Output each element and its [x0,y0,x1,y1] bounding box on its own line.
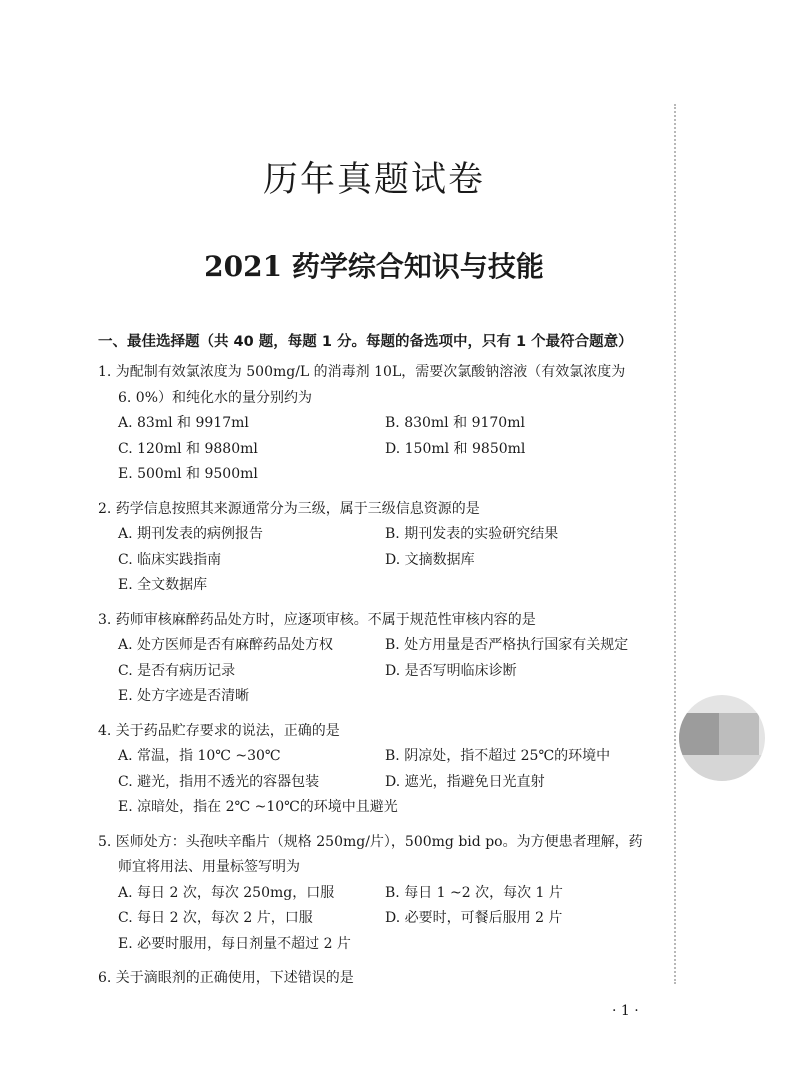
option-b: B. 处方用量是否严格执行国家有关规定 [385,637,629,653]
question-list [98,360,678,1001]
option-b: B. 阴凉处，指不超过 25℃的环境中 [385,748,611,764]
question-stem-continued: 6. 0%）和纯化水的量分别约为 [118,389,313,406]
question-stem: 3. 药师审核麻醉药品处方时，应逐项审核。不属于规范性审核内容的是 [98,611,536,628]
option-d: D. 必要时，可餐后服用 2 片 [385,910,563,926]
option-e: E. 处方字迹是否清晰 [118,688,250,704]
option-b: B. 期刊发表的实验研究结果 [385,526,559,542]
option-e: E. 凉暗处，指在 2℃ ~10℃的环境中且避光 [118,799,398,815]
page-number: · 1 · [612,1003,639,1019]
option-a: A. 处方医师是否有麻醉药品处方权 [118,637,334,653]
document-subtitle: 2021 药学综合知识与技能 [204,250,544,283]
option-d: D. 是否写明临床诊断 [385,662,517,679]
question-stem: 2. 药学信息按照其来源通常分为三级，属于三级信息资源的是 [98,500,480,517]
question-3 [98,608,678,710]
option-d: D. 150ml 和 9850ml [385,440,526,457]
option-list [98,411,678,488]
option-c: C. 每日 2 次，每次 2 片，口服 [118,910,313,926]
option-c: C. 临床实践指南 [118,551,222,568]
option-b: B. 830ml 和 9170ml [385,415,525,431]
question-5 [98,830,678,958]
option-c: C. 120ml 和 9880ml [118,440,258,457]
option-c: C. 避光，指用不透光的容器包装 [118,773,320,790]
option-c: C. 是否有病历记录 [118,662,236,679]
question-6 [98,966,678,992]
option-e: E. 必要时服用，每日剂量不超过 2 片 [118,935,351,952]
option-list [98,881,678,958]
option-a: A. 每日 2 次，每次 250mg，口服 [118,884,335,901]
option-d: D. 文摘数据库 [385,551,475,568]
option-list [98,633,678,710]
blurred-watermark-image [679,695,765,781]
option-d: D. 遮光，指避免日光直射 [385,773,545,790]
option-list [98,522,678,599]
option-list [98,744,678,821]
section-heading: 一、最佳选择题（共 40 题，每题 1 分。每题的备选项中，只有 1 个最符合题意） [98,334,633,350]
option-a: A. 期刊发表的病例报告 [118,526,264,542]
question-2 [98,497,678,599]
option-b: B. 每日 1 ~2 次，每次 1 片 [385,884,563,901]
document-title: 历年真题试卷 [262,160,485,200]
question-1 [98,360,678,488]
question-stem: 4. 关于药品贮存要求的说法，正确的是 [98,722,340,739]
question-stem: 6. 关于滴眼剂的正确使用，下述错误的是 [98,970,354,986]
option-e: E. 500ml 和 9500ml [118,466,258,482]
option-e: E. 全文数据库 [118,577,208,593]
option-a: A. 常温，指 10℃ ~30℃ [118,748,281,764]
question-stem: 1. 为配制有效氯浓度为 500mg/L 的消毒剂 10L，需要次氯酸钠溶液（有效氯浓度为 [98,364,626,380]
question-stem-continued: 师宜将用法、用量标签写明为 [118,859,300,875]
option-a: A. 83ml 和 9917ml [118,415,249,431]
question-stem: 5. 医师处方：头孢呋辛酯片（规格 250mg/片），500mg bid po。为方便患者理解，药 [98,833,643,850]
question-4 [98,719,678,821]
